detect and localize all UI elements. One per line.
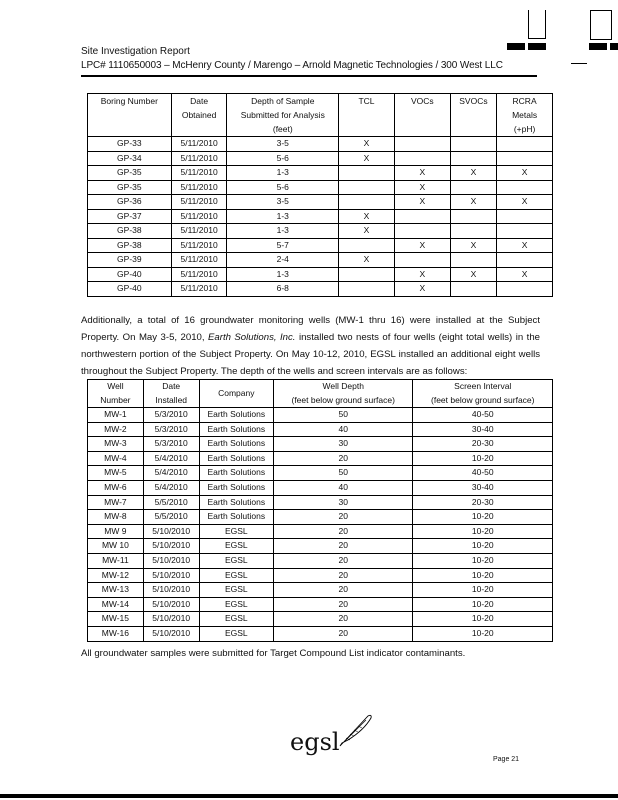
table-cell (394, 209, 450, 224)
quill-icon (338, 712, 374, 748)
table-cell: MW-6 (88, 480, 144, 495)
table-row (88, 583, 553, 598)
table-cell: 30 (273, 495, 413, 510)
table-row (88, 253, 553, 268)
column-header-line: Well Depth (322, 381, 364, 391)
column-header (171, 94, 227, 137)
table-row (88, 408, 553, 423)
table-cell: 20 (273, 626, 413, 641)
table-cell: GP-37 (88, 209, 172, 224)
table-cell (497, 253, 553, 268)
table-cell: 10-20 (413, 553, 553, 568)
table-cell: 5/11/2010 (171, 224, 227, 239)
table-cell: Earth Solutions (199, 451, 273, 466)
table-cell: Earth Solutions (199, 437, 273, 452)
table-cell: X (497, 267, 553, 282)
table-cell: 5/4/2010 (143, 451, 199, 466)
column-header-line: SVOCs (459, 96, 488, 106)
table-cell: 20 (273, 510, 413, 525)
table-cell: GP-40 (88, 267, 172, 282)
table-cell: 10-20 (413, 597, 553, 612)
table-cell: X (450, 238, 497, 253)
table-cell: MW-2 (88, 422, 144, 437)
column-header-line: Metals (512, 110, 538, 120)
table-cell: EGSL (199, 524, 273, 539)
table-row (88, 495, 553, 510)
table-cell (394, 151, 450, 166)
table-row (88, 466, 553, 481)
column-header (413, 380, 553, 408)
table-row (88, 597, 553, 612)
table-cell: 10-20 (413, 510, 553, 525)
table-cell (339, 238, 395, 253)
page-header-title: Site Investigation Report (81, 46, 190, 57)
column-header-line: Screen Interval (454, 381, 512, 391)
table-cell: 10-20 (413, 524, 553, 539)
column-header (88, 380, 144, 408)
table-cell: X (394, 238, 450, 253)
table-cell: X (394, 267, 450, 282)
table-cell: MW-4 (88, 451, 144, 466)
egsl-logo: egsl (290, 728, 340, 756)
column-header (143, 380, 199, 408)
table-cell: Earth Solutions (199, 422, 273, 437)
table-cell: 5/10/2010 (143, 597, 199, 612)
table-cell (497, 137, 553, 152)
table-cell (450, 282, 497, 297)
table-cell: MW-12 (88, 568, 144, 583)
table-cell: 1-3 (227, 224, 339, 239)
table-cell: Earth Solutions (199, 466, 273, 481)
table-cell: 1-3 (227, 209, 339, 224)
table-cell: MW-3 (88, 437, 144, 452)
table-cell: X (339, 253, 395, 268)
column-header-line: Submitted for Analysis (240, 110, 325, 120)
table-cell: 5/10/2010 (143, 583, 199, 598)
table-cell: EGSL (199, 597, 273, 612)
table-cell: EGSL (199, 553, 273, 568)
table-cell: 5/10/2010 (143, 612, 199, 627)
column-header-line: Date (190, 96, 209, 106)
table-cell: 5/10/2010 (143, 568, 199, 583)
table-cell: 40-50 (413, 466, 553, 481)
table-cell: MW 10 (88, 539, 144, 554)
column-header-line: Company (218, 387, 255, 398)
table-cell: 30-40 (413, 480, 553, 495)
column-header-line: Obtained (181, 110, 217, 120)
paragraph-text: Additionally, a total of 16 groundwater monitoring wells (MW-1 thru 16) were installed at the Subject Property. On May 3-5, 2010, (81, 315, 540, 343)
scan-mark (589, 43, 607, 50)
table-cell (497, 282, 553, 297)
table-cell: 5/11/2010 (171, 180, 227, 195)
table-cell (497, 180, 553, 195)
table-cell: 20-30 (413, 495, 553, 510)
column-header (273, 380, 413, 408)
column-header-line: (+pH) (513, 124, 536, 134)
table-cell (339, 195, 395, 210)
table-cell (339, 282, 395, 297)
scan-mark (528, 10, 546, 39)
table-cell (339, 180, 395, 195)
table-cell: GP-35 (88, 180, 172, 195)
table-cell: X (394, 195, 450, 210)
table-cell: X (394, 282, 450, 297)
table-row (88, 568, 553, 583)
table-cell: 20 (273, 612, 413, 627)
table-cell: 5/11/2010 (171, 282, 227, 297)
column-header-line: Depth of Sample (251, 96, 315, 106)
wells-paragraph (81, 312, 540, 380)
table-cell (339, 166, 395, 181)
table-cell: 20 (273, 524, 413, 539)
table-cell: GP-40 (88, 282, 172, 297)
column-header-line: Date (162, 381, 181, 391)
table-cell: 5/4/2010 (143, 466, 199, 481)
table-cell: MW-15 (88, 612, 144, 627)
table-cell: MW-1 (88, 408, 144, 423)
scan-mark (571, 63, 587, 64)
table-cell (497, 151, 553, 166)
table-cell: GP-36 (88, 195, 172, 210)
table-cell: 3-5 (227, 137, 339, 152)
table-row (88, 437, 553, 452)
table-cell: MW-11 (88, 553, 144, 568)
column-header-line: Installed (155, 394, 188, 405)
table-cell: 20 (273, 539, 413, 554)
column-header (227, 94, 339, 137)
table-cell: Earth Solutions (199, 495, 273, 510)
column-header-line: VOCs (410, 96, 434, 106)
table-cell: 5/11/2010 (171, 195, 227, 210)
table-cell: 20-30 (413, 437, 553, 452)
table-cell: GP-33 (88, 137, 172, 152)
samples-note: All groundwater samples were submitted for Target Compound List indicator contaminants. (81, 648, 466, 659)
table-row (88, 209, 553, 224)
table-cell (450, 224, 497, 239)
table-cell: 5/10/2010 (143, 553, 199, 568)
table-cell: 5/5/2010 (143, 495, 199, 510)
table-cell: EGSL (199, 612, 273, 627)
table-cell: 20 (273, 583, 413, 598)
scan-mark (528, 43, 546, 50)
table-cell: 5/11/2010 (171, 137, 227, 152)
page-number: Page 21 (493, 756, 520, 763)
table-cell: 1-3 (227, 166, 339, 181)
table-row (88, 137, 553, 152)
column-header-line: Well (107, 381, 124, 391)
table-cell: 5/3/2010 (143, 408, 199, 423)
table-cell: X (394, 166, 450, 181)
table-cell: MW-14 (88, 597, 144, 612)
table-cell: 40-50 (413, 408, 553, 423)
table-cell: X (497, 238, 553, 253)
table-cell: GP-39 (88, 253, 172, 268)
table-cell: 5/11/2010 (171, 238, 227, 253)
paragraph-text: installed two nests of four wells (eight total wells) in the northwestern portion of the Subject Property. On May 10-12, 2010, EGSL installed an additional eight wells throughout the Subject Property. The depth of the wells and screen intervals are as follows: (81, 332, 540, 377)
table-cell: 5/11/2010 (171, 151, 227, 166)
table-cell: 30 (273, 437, 413, 452)
table-row (88, 553, 553, 568)
table-cell: MW-13 (88, 583, 144, 598)
table-cell: Earth Solutions (199, 480, 273, 495)
table-cell: 5/3/2010 (143, 437, 199, 452)
table-row (88, 422, 553, 437)
table-cell (450, 253, 497, 268)
table-cell: 1-3 (227, 267, 339, 282)
table-cell: X (450, 267, 497, 282)
column-header (199, 380, 273, 408)
table-cell (450, 209, 497, 224)
table-header-row (88, 380, 553, 408)
table-header-row (88, 94, 553, 137)
table-row (88, 151, 553, 166)
table-cell: 20 (273, 451, 413, 466)
table-cell: 5-6 (227, 180, 339, 195)
table-cell: 20 (273, 568, 413, 583)
table-cell (450, 151, 497, 166)
table-cell: 40 (273, 422, 413, 437)
table-cell: 5/10/2010 (143, 524, 199, 539)
column-header (339, 94, 395, 137)
column-header (450, 94, 497, 137)
table-cell: MW-5 (88, 466, 144, 481)
page-header-subtitle: LPC# 1110650003 – McHenry County / Marengo – Arnold Magnetic Technologies / 300 West LLC (81, 60, 503, 71)
table-cell: 5/4/2010 (143, 480, 199, 495)
table-row (88, 224, 553, 239)
table-cell: 10-20 (413, 539, 553, 554)
table-cell: X (497, 195, 553, 210)
column-header (497, 94, 553, 137)
table-row (88, 612, 553, 627)
column-header-line: (feet below ground surface) (431, 394, 535, 405)
header-rule (81, 75, 537, 77)
table-cell: 2-4 (227, 253, 339, 268)
table-cell: MW 9 (88, 524, 144, 539)
column-header-line: Boring Number (100, 96, 158, 106)
column-header (88, 94, 172, 137)
table-cell: X (339, 224, 395, 239)
table-cell: EGSL (199, 568, 273, 583)
table-cell: GP-38 (88, 224, 172, 239)
table-cell: 5/10/2010 (143, 539, 199, 554)
table-cell: 5/11/2010 (171, 209, 227, 224)
column-header-line: RCRA (512, 96, 537, 106)
table-cell: 10-20 (413, 451, 553, 466)
table-cell: 10-20 (413, 612, 553, 627)
table-cell: 5/11/2010 (171, 253, 227, 268)
table-row (88, 166, 553, 181)
table-cell: MW-8 (88, 510, 144, 525)
table-row (88, 195, 553, 210)
column-header-line: (feet below ground surface) (291, 394, 395, 405)
table-cell (394, 253, 450, 268)
table-cell: 10-20 (413, 568, 553, 583)
column-header-line: (feet) (272, 124, 293, 134)
table-cell: 10-20 (413, 583, 553, 598)
table-row (88, 539, 553, 554)
monitoring-wells-table (87, 379, 553, 642)
table-cell: EGSL (199, 539, 273, 554)
boring-sample-table (87, 93, 553, 297)
table-row (88, 480, 553, 495)
table-row (88, 238, 553, 253)
footer-rule (0, 794, 618, 798)
table-cell: EGSL (199, 583, 273, 598)
table-cell: 5/10/2010 (143, 626, 199, 641)
table-cell: MW-7 (88, 495, 144, 510)
column-header-line: Number (100, 394, 131, 405)
table-cell: X (339, 151, 395, 166)
table-cell: X (339, 137, 395, 152)
table-row (88, 267, 553, 282)
table-cell: X (394, 180, 450, 195)
company-name-italic: Earth Solutions, Inc. (208, 332, 296, 343)
table-cell: 20 (273, 553, 413, 568)
scan-mark (590, 10, 612, 40)
table-cell: 5/11/2010 (171, 267, 227, 282)
table-cell (394, 224, 450, 239)
table-cell: 5/11/2010 (171, 166, 227, 181)
table-cell: 40 (273, 480, 413, 495)
table-row (88, 626, 553, 641)
table-cell: 3-5 (227, 195, 339, 210)
table-cell: MW-16 (88, 626, 144, 641)
table-cell: 30-40 (413, 422, 553, 437)
table-cell: 5-6 (227, 151, 339, 166)
table-cell: GP-38 (88, 238, 172, 253)
table-cell: 50 (273, 466, 413, 481)
table-cell: 20 (273, 597, 413, 612)
table-cell (394, 137, 450, 152)
scan-mark (507, 43, 525, 50)
table-cell: 6-8 (227, 282, 339, 297)
table-cell: 5-7 (227, 238, 339, 253)
table-cell: X (339, 209, 395, 224)
table-cell (450, 137, 497, 152)
table-cell: GP-34 (88, 151, 172, 166)
table-row (88, 282, 553, 297)
table-cell: Earth Solutions (199, 408, 273, 423)
table-row (88, 451, 553, 466)
table-cell: X (497, 166, 553, 181)
table-row (88, 524, 553, 539)
table-cell: GP-35 (88, 166, 172, 181)
table-row (88, 510, 553, 525)
table-cell (450, 180, 497, 195)
table-cell: 5/5/2010 (143, 510, 199, 525)
table-cell: 10-20 (413, 626, 553, 641)
table-cell (497, 224, 553, 239)
column-header-line: TCL (358, 96, 375, 106)
table-row (88, 180, 553, 195)
table-cell (497, 209, 553, 224)
table-cell: X (450, 195, 497, 210)
scan-mark (610, 43, 618, 50)
table-cell: EGSL (199, 626, 273, 641)
table-cell (339, 267, 395, 282)
table-cell: Earth Solutions (199, 510, 273, 525)
table-cell: X (450, 166, 497, 181)
column-header (394, 94, 450, 137)
table-cell: 5/3/2010 (143, 422, 199, 437)
table-cell: 50 (273, 408, 413, 423)
